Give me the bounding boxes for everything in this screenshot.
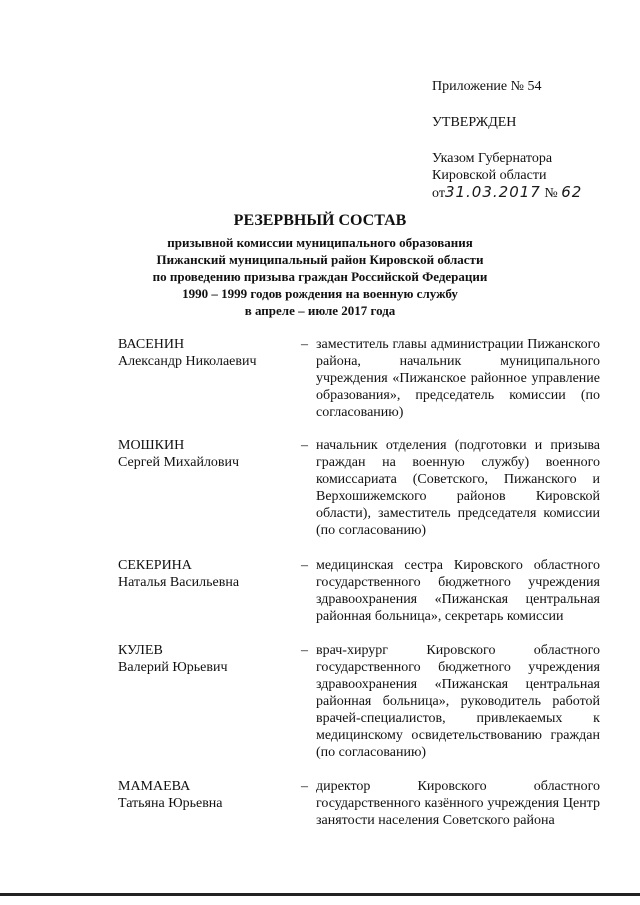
member-dash: – bbox=[301, 438, 308, 453]
member-surname: КУЛЕВ bbox=[118, 643, 163, 658]
member-surname: ВАСЕНИН bbox=[118, 337, 185, 352]
member-dash: – bbox=[301, 779, 308, 794]
handwritten-date: 31.03.2017 bbox=[444, 183, 541, 201]
member-surname: МАМАЕВА bbox=[118, 779, 191, 794]
title-line: Пижанский муниципальный район Кировской области bbox=[156, 252, 484, 267]
appendix-block bbox=[432, 78, 632, 202]
member-dash: – bbox=[301, 643, 308, 658]
date-prefix: от bbox=[432, 186, 445, 201]
page-bottom-rule bbox=[0, 893, 640, 896]
member-surname: СЕКЕРИНА bbox=[118, 558, 192, 573]
member-name bbox=[118, 557, 293, 591]
member-name bbox=[118, 336, 293, 370]
member-role: начальник отделения (подготовки и призыва граждан на военную службу) военного комиссариата (Советского, Пижанского и Верхошижемского районов Кировской области), заместитель председателя комиссии (по согласованию) bbox=[316, 438, 600, 538]
decree-date-line bbox=[432, 184, 632, 202]
title-line: призывной комиссии муниципального образования bbox=[167, 235, 473, 250]
approved-label: УТВЕРЖДЕН bbox=[432, 115, 517, 130]
document-title bbox=[80, 212, 560, 319]
decree-line-2: Кировской области bbox=[432, 168, 547, 183]
title-line: в апреле – июле 2017 года bbox=[244, 303, 396, 318]
appendix-number: Приложение № 54 bbox=[432, 79, 542, 94]
handwritten-number: 62 bbox=[561, 183, 583, 201]
member-given-name: Сергей Михайлович bbox=[118, 455, 240, 470]
member-dash: – bbox=[301, 337, 308, 352]
number-prefix: № bbox=[544, 186, 558, 201]
member-given-name: Александр Николаевич bbox=[118, 354, 257, 369]
member-role: заместитель главы администрации Пижанского района, начальник муниципального учреждения «Пижанское районное управление образования», председатель комиссии (по согласованию) bbox=[316, 337, 600, 420]
member-given-name: Валерий Юрьевич bbox=[118, 660, 228, 675]
title-line: по проведению призыва граждан Российской Федерации bbox=[152, 269, 488, 284]
member-role: директор Кировского областного государственного казённого учреждения Центр занятости населения Советского района bbox=[316, 779, 600, 828]
member-dash: – bbox=[301, 558, 308, 573]
member-role: медицинская сестра Кировского областного государственного бюджетного учреждения здравоохранения «Пижанская центральная районная больница», секретарь комиссии bbox=[316, 558, 600, 624]
member-name bbox=[118, 642, 293, 676]
member-given-name: Наталья Васильевна bbox=[118, 575, 240, 590]
member-role: врач-хирург Кировского областного государственного бюджетного учреждения здравоохранения «Пижанская центральная районная больница», руководитель работой врачей-специалистов, привлекаемых к медицинскому освидетельствованию граждан (по согласованию) bbox=[316, 643, 600, 760]
member-surname: МОШКИН bbox=[118, 438, 185, 453]
member-name bbox=[118, 778, 293, 812]
title-main: РЕЗЕРВНЫЙ СОСТАВ bbox=[233, 212, 407, 229]
member-name bbox=[118, 437, 293, 471]
decree-line-1: Указом Губернатора bbox=[432, 151, 553, 166]
member-given-name: Татьяна Юрьевна bbox=[118, 796, 223, 811]
title-line: 1990 – 1999 годов рождения на военную службу bbox=[182, 286, 458, 301]
